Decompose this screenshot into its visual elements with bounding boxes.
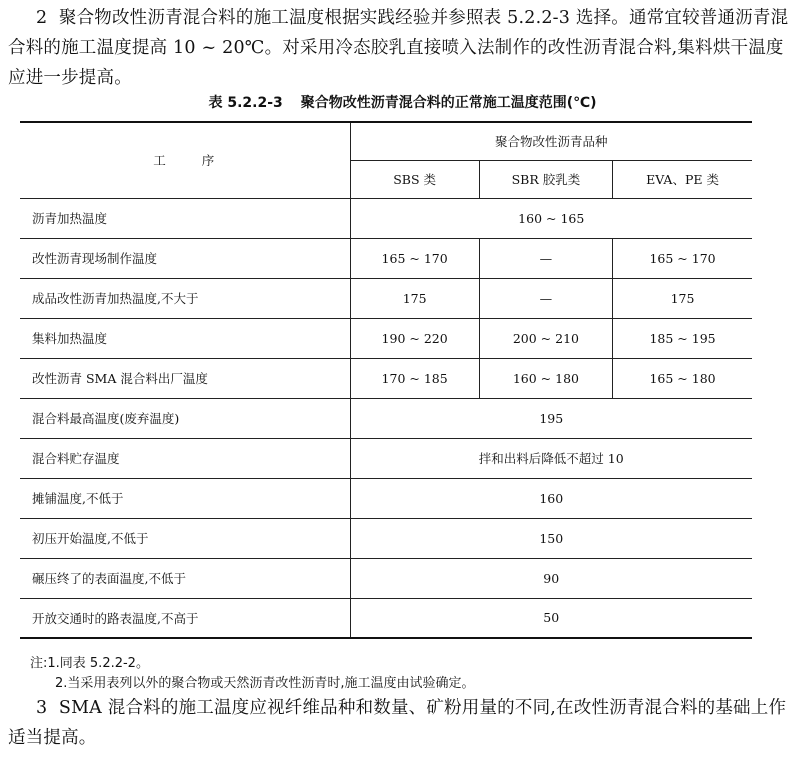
table-row (20, 598, 752, 638)
row-value-merged: 50 (350, 598, 752, 638)
row-label: 开放交通时的路表温度,不高于 (20, 598, 350, 638)
table-row (20, 438, 752, 478)
row-label: 改性沥青现场制作温度 (20, 238, 350, 278)
table-row (20, 278, 752, 318)
paragraph-2 (8, 3, 793, 93)
table-row (20, 238, 752, 278)
row-label: 改性沥青 SMA 混合料出厂温度 (20, 358, 350, 398)
row-value-sbs: 175 (350, 278, 479, 318)
note-1: 注:1.同表 5.2.2-2。 (30, 656, 149, 671)
paragraph-2-text: 聚合物改性沥青混合料的施工温度根据实践经验并参照表 5.2.2-3 选择。通常宜较普通沥青混合料的施工温度提高 10 ~ 20℃。对采用冷态胶乳直接喷入法制作的改性沥青混合料,集料烘干温度应进一步提高。 (8, 8, 789, 88)
row-label: 集料加热温度 (20, 318, 350, 358)
table-caption (0, 92, 805, 112)
table-row (20, 478, 752, 518)
row-value-merged: 160 (350, 478, 752, 518)
row-value-sbs: 190 ~ 220 (350, 318, 479, 358)
table-caption-number: 表 5.2.2-3 (208, 95, 283, 111)
table-row (20, 558, 752, 598)
table-header-row (20, 122, 752, 160)
row-value-sbr: — (479, 278, 612, 318)
paragraph-2-number: 2 (36, 8, 48, 28)
subheader-sbr: SBR 胶乳类 (479, 160, 612, 198)
row-label: 混合料最高温度(废弃温度) (20, 398, 350, 438)
row-value-sbr: — (479, 238, 612, 278)
row-value-eva-pe: 175 (613, 278, 752, 318)
table-row (20, 318, 752, 358)
row-value-merged: 160 ~ 165 (350, 198, 752, 238)
row-label: 摊铺温度,不低于 (20, 478, 350, 518)
table-row (20, 198, 752, 238)
row-value-sbr: 200 ~ 210 (479, 318, 612, 358)
note-2: 2.当采用表列以外的聚合物或天然沥青改性沥青时,施工温度由试验确定。 (55, 676, 475, 691)
row-label: 碾压终了的表面温度,不低于 (20, 558, 350, 598)
row-value-merged: 90 (350, 558, 752, 598)
row-value-sbr: 160 ~ 180 (479, 358, 612, 398)
row-label: 沥青加热温度 (20, 198, 350, 238)
paragraph-3-number: 3 (36, 698, 48, 718)
header-group: 聚合物改性沥青品种 (350, 122, 752, 160)
construction-temperature-table (20, 121, 752, 639)
header-process: 工序 (20, 122, 350, 198)
table-body (20, 198, 752, 638)
row-value-merged: 195 (350, 398, 752, 438)
row-value-sbs: 165 ~ 170 (350, 238, 479, 278)
table-caption-title: 聚合物改性沥青混合料的正常施工温度范围(℃) (300, 95, 597, 111)
paragraph-3-text: SMA 混合料的施工温度应视纤维品种和数量、矿粉用量的不同,在改性沥青混合料的基础上作适当提高。 (8, 698, 787, 748)
table-row (20, 358, 752, 398)
row-value-sbs: 170 ~ 185 (350, 358, 479, 398)
paragraph-3 (8, 693, 793, 753)
table-row (20, 518, 752, 558)
row-value-eva-pe: 165 ~ 170 (613, 238, 752, 278)
row-value-eva-pe: 185 ~ 195 (613, 318, 752, 358)
row-value-merged: 拌和出料后降低不超过 10 (350, 438, 752, 478)
table-row (20, 398, 752, 438)
row-value-merged: 150 (350, 518, 752, 558)
row-label: 混合料贮存温度 (20, 438, 350, 478)
subheader-eva-pe: EVA、PE 类 (613, 160, 752, 198)
row-label: 成品改性沥青加热温度,不大于 (20, 278, 350, 318)
subheader-sbs: SBS 类 (350, 160, 479, 198)
row-value-eva-pe: 165 ~ 180 (613, 358, 752, 398)
row-label: 初压开始温度,不低于 (20, 518, 350, 558)
